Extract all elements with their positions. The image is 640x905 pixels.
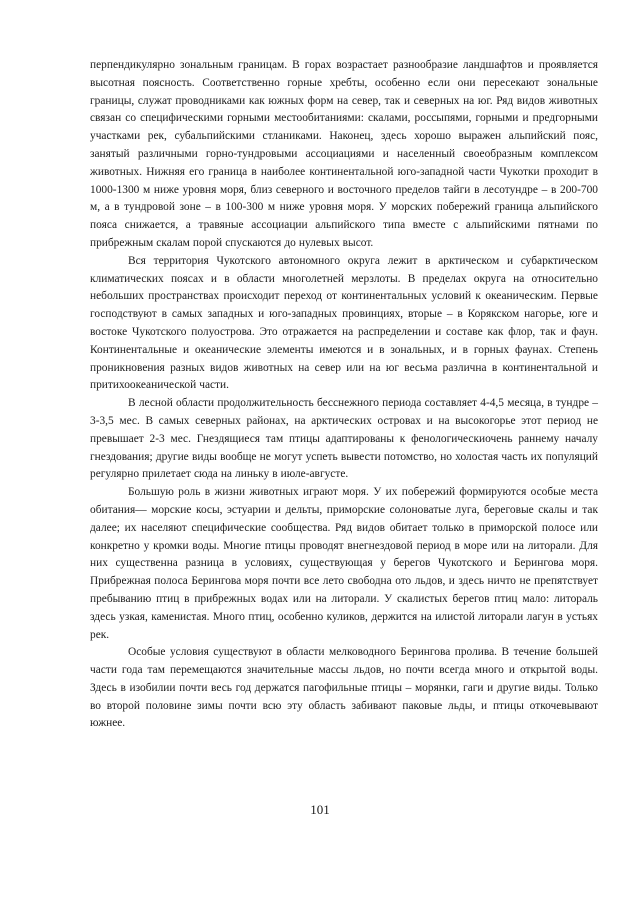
document-body	[90, 57, 598, 733]
paragraph-3: В лесной области продолжительность бесснежного периода составляет 4-4,5 месяца, в тундре – 3-3,5 мес. В самых северных районах, на арктических островах и на высокогорье этот период не превышает 2-3 мес. Гнездящиеся там птицы адаптированы к фенологическиочень раннему началу гнездования; другие виды вообще не могут успеть вывести потомство, но холостая часть их популяций регулярно прилетает сюда на линьку в июле-августе.	[90, 397, 598, 481]
paragraph-4: Большую роль в жизни животных играют моря. У их побережий формируются особые места обитания— морские косы, эстуарии и дельты, приморские солоноватые луга, береговые скалы и так далее; их населяют специфические сообщества. Ряд видов обитает только в приморской полосе или конкретно у кромки воды. Многие птицы проводят внегнездовой период в море или на литорали. Для них существенна разница в условиях, существующая у берегов Чукотского и Берингова моря. Прибрежная полоса Берингова моря почти все лето свободна ото льдов, и здесь ничто не препятствует пребыванию птиц в прибрежных водах или на литорали. У скалистых берегов птиц мало: литораль здесь узкая, каменистая. Много птиц, особенно куликов, держится на илистой литорали лагун в устьях рек.	[90, 486, 598, 641]
page-number: 101	[310, 802, 330, 817]
paragraph-5: Особые условия существуют в области мелководного Берингова пролива. В течение большей части года там перемещаются значительные массы льдов, но почти всегда много и открытой воды. Здесь в изобилии почти весь год держатся пагофильные птицы – морянки, гаги и другие виды. Только во второй половине зимы почти всю эту область забивают паковые льды, и птицы откочевывают южнее.	[90, 646, 598, 730]
paragraph-2: Вся территория Чукотского автономного округа лежит в арктическом и субарктическом климатических поясах и в области многолетней мерзлоты. В пределах округа на относительно небольших пространствах происходит переход от континентальных условий к океаническим. Первые господствуют в самых западных и юго-западных провинциях, вторые – в Корякском нагорье, юге и востоке Чукотского полуострова. Это отражается на распределении и составе как флор, так и фаун. Континентальные и океанические элементы имеются и в зональных, и в горных фаунах. Степень проникновения разных видов животных на север или на юг весьма различна в континентальной и притихоокеанической части.	[90, 254, 598, 392]
paragraph-1: перпендикулярно зональным границам. В горах возрастает разнообразие ландшафтов и проявляется высотная поясность. Соответственно горные хребты, особенно если они пересекают зональные границы, служат проводниками как южных форм на север, так и северных на юг. Ряд видов животных связан со специфическими горными местообитаниями: скалами, россыпями, горными и предгорными участками рек, субальпийскими стланиками. Наконец, здесь хорошо выражен альпийский пояс, занятый различными горно-тундровыми ассоциациями и населенный своеобразным комплексом животных. Нижняя его граница в наиболее континентальной юго-западной части Чукотки проходит в 1000-1300 м ниже уровня моря, близ северного и восточного пределов тайги в лесотундре – в 200-700 м, а в тундровой зоне – в 100-300 м ниже уровня моря. У морских побережий граница альпийского пояса снижается, а травяные ассоциации альпийского типа вместе с альпийскими пятнами по прибрежным скалам порой спускаются до нулевых высот.	[90, 59, 598, 249]
